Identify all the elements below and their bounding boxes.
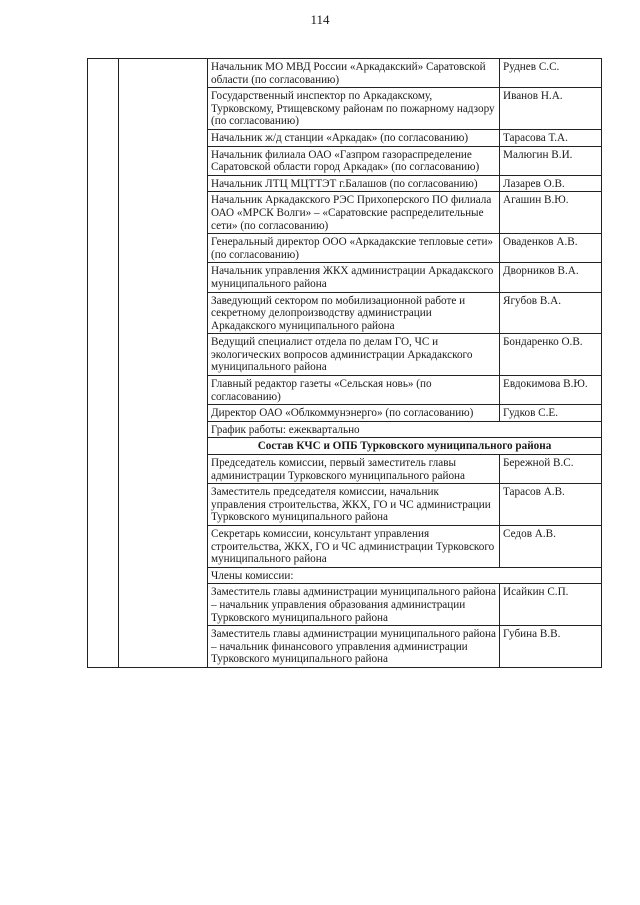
position-cell: Начальник Аркадакского РЭС Прихоперского ПО филиала ОАО «МРСК Волги» – «Саратовские распределительные сети» (по согласованию) (208, 192, 500, 234)
person-name: Агашин В.Ю. (500, 192, 602, 234)
person-name: Седов А.В. (500, 526, 602, 568)
position-cell: Начальник управления ЖКХ администрации Аркадакского муниципального района (208, 263, 500, 292)
section-title: Состав КЧС и ОПБ Турковского муниципального района (208, 438, 602, 455)
members-label: Члены комиссии: (208, 567, 602, 584)
person-name: Тарасова Т.А. (500, 129, 602, 146)
col-region (119, 59, 208, 668)
position-cell: Государственный инспектор по Аркадакскому, Турковскому, Ртищевскому районам по пожарному надзору (по согласованию) (208, 88, 500, 130)
person-name: Бондаренко О.В. (500, 334, 602, 376)
schedule-text: График работы: ежеквартально (208, 421, 602, 438)
table-end (208, 667, 602, 668)
person-name: Руднев С.С. (500, 59, 602, 88)
position-cell: Генеральный директор ООО «Аркадакские тепловые сети» (по согласованию) (208, 234, 500, 263)
position-cell: Начальник ж/д станции «Аркадак» (по согласованию) (208, 129, 500, 146)
position-cell: Директор ОАО «Облкоммунэнерго» (по согласованию) (208, 405, 500, 422)
person-name: Малюгин В.И. (500, 146, 602, 175)
col-number (88, 59, 119, 668)
position-cell: Начальник МО МВД России «Аркадакский» Саратовской области (по согласованию) (208, 59, 500, 88)
person-name: Ягубов В.А. (500, 292, 602, 334)
position-cell: Заместитель главы администрации муниципального района – начальник управления образования администрации Турковского муниципального района (208, 584, 500, 626)
position-cell: Заместитель главы администрации муниципального района – начальник финансового управления администрации Турковского муниципального района (208, 626, 500, 668)
person-name: Дворников В.А. (500, 263, 602, 292)
position-cell: Ведущий специалист отдела по делам ГО, ЧС и экологических вопросов администрации Аркадакского муниципального района (208, 334, 500, 376)
person-name: Гудков С.Е. (500, 405, 602, 422)
position-cell: Заведующий сектором по мобилизационной работе и секретному делопроизводству администрации Аркадакского муниципального района (208, 292, 500, 334)
person-name: Евдокимова В.Ю. (500, 376, 602, 405)
table-row (88, 59, 602, 88)
page-number: 114 (310, 12, 330, 27)
person-name: Тарасов А.В. (500, 484, 602, 526)
person-name: Иванов Н.А. (500, 88, 602, 130)
person-name: Лазарев О.В. (500, 175, 602, 192)
position-cell: Главный редактор газеты «Сельская новь» (по согласованию) (208, 376, 500, 405)
person-name: Исайкин С.П. (500, 584, 602, 626)
person-name: Оваденков А.В. (500, 234, 602, 263)
position-cell: Начальник ЛТЦ МЦТТЭТ г.Балашов (по согласованию) (208, 175, 500, 192)
position-cell: Начальник филиала ОАО «Газпром газораспределение Саратовской области город Аркадак» (по согласованию) (208, 146, 500, 175)
position-cell: Заместитель председателя комиссии, начальник управления строительства, ЖКХ, ГО и ЧС администрации Турковского муниципального района (208, 484, 500, 526)
commission-table (87, 58, 602, 668)
position-cell: Секретарь комиссии, консультант управления строительства, ЖКХ, ГО и ЧС администрации Турковского муниципального района (208, 526, 500, 568)
person-name: Губина В.В. (500, 626, 602, 668)
person-name: Бережной В.С. (500, 455, 602, 484)
position-cell: Председатель комиссии, первый заместитель главы администрации Турковского муниципального района (208, 455, 500, 484)
